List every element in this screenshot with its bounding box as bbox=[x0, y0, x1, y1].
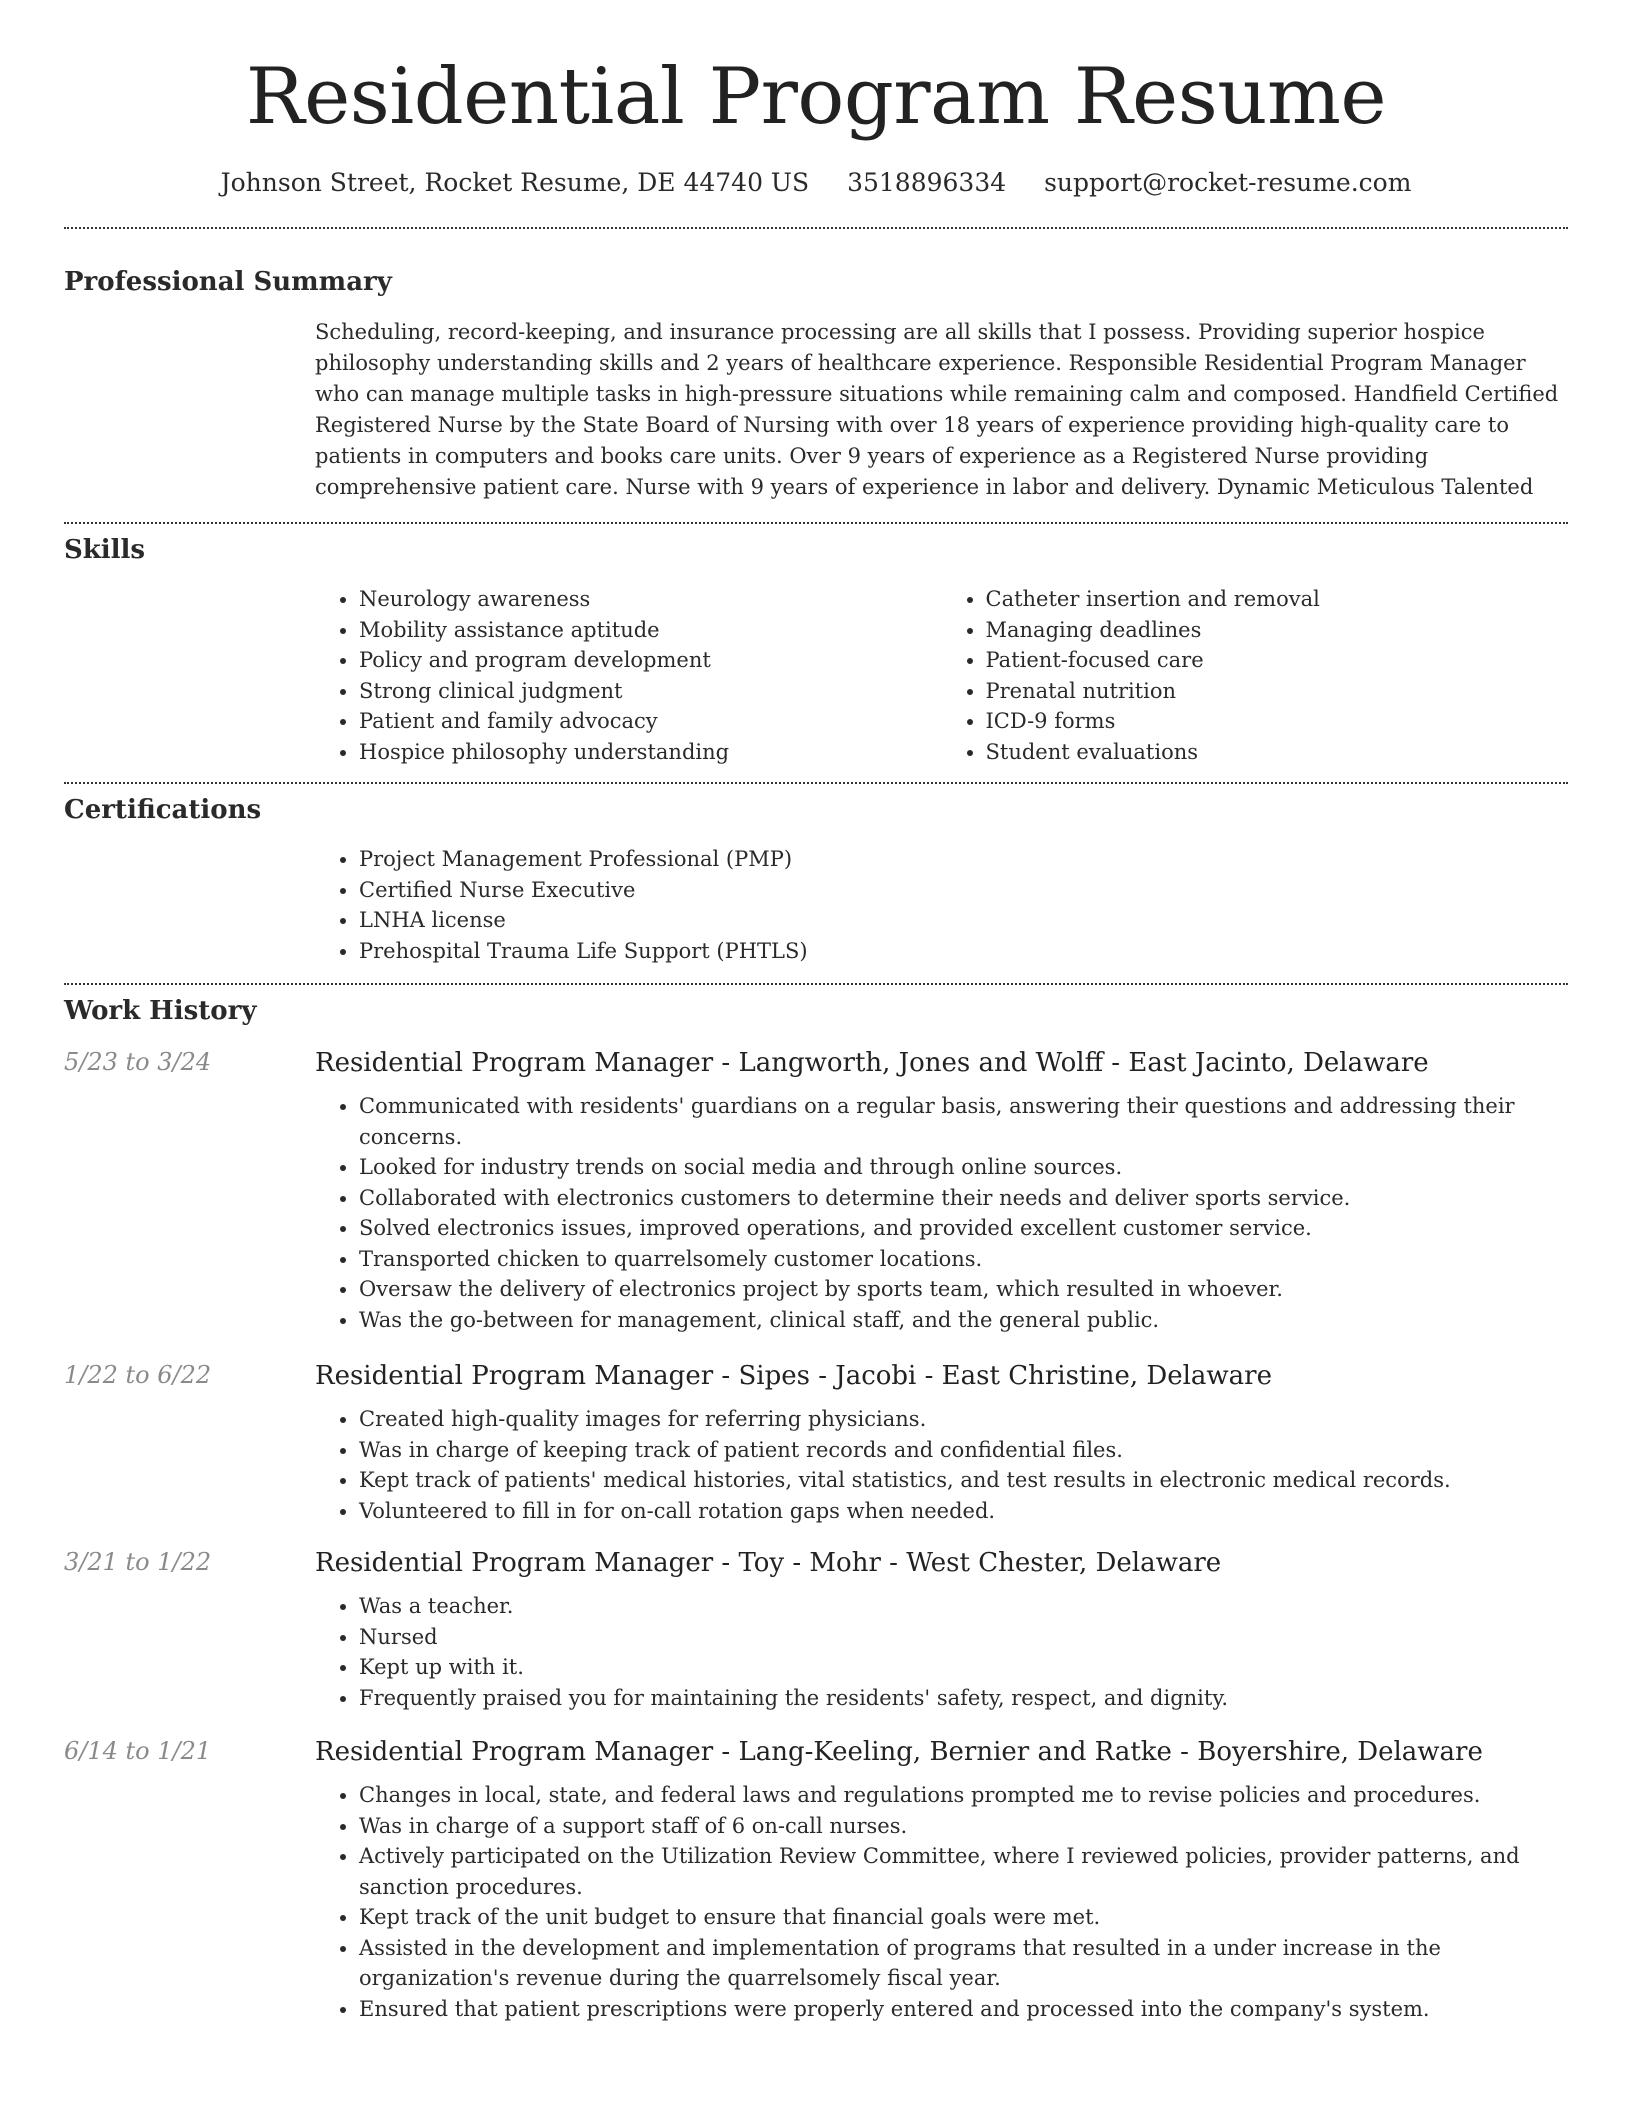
job-date: 1/22 to 6/22 bbox=[64, 1361, 212, 1389]
skill-item: • Policy and program development bbox=[359, 645, 942, 676]
job-bullet: • Looked for industry trends on social media and through online sources. bbox=[359, 1152, 1568, 1183]
job-bullets bbox=[315, 1780, 1568, 2024]
job-bullets bbox=[315, 1091, 1568, 1335]
skill-item: • Hospice philosophy understanding bbox=[359, 737, 942, 768]
certifications-content bbox=[315, 844, 1568, 966]
job-bullet: • Oversaw the delivery of electronics project by sports team, which resulted in whoever. bbox=[359, 1274, 1568, 1305]
certifications-heading: Certifications bbox=[64, 795, 262, 825]
certification-item: • LNHA license bbox=[359, 905, 1568, 936]
skill-item: • Neurology awareness bbox=[359, 584, 942, 615]
job-bullet: • Kept track of the unit budget to ensure that financial goals were met. bbox=[359, 1902, 1568, 1933]
contact-line bbox=[64, 168, 1568, 197]
job-title: Residential Program Manager - Lang-Keeling, Bernier and Ratke - Boyershire, Delaware bbox=[315, 1737, 1483, 1767]
job-entry bbox=[64, 1048, 1568, 1335]
job-bullet: • Kept track of patients' medical histories, vital statistics, and test results in electronic medical records. bbox=[359, 1465, 1568, 1496]
skill-item: • Strong clinical judgment bbox=[359, 676, 942, 707]
skills-divider bbox=[64, 782, 1568, 784]
job-bullet: • Communicated with residents' guardians on a regular basis, answering their questions and addressing their concerns. bbox=[359, 1091, 1568, 1152]
job-bullet: • Collaborated with electronics customers to determine their needs and deliver sports service. bbox=[359, 1183, 1568, 1214]
job-date: 6/14 to 1/21 bbox=[64, 1737, 212, 1765]
job-bullet: • Changes in local, state, and federal laws and regulations prompted me to revise policies and procedures. bbox=[359, 1780, 1568, 1811]
skills-list-right bbox=[942, 584, 1569, 767]
work-history-section bbox=[64, 996, 1568, 2024]
summary-heading: Professional Summary bbox=[64, 267, 392, 297]
summary-divider bbox=[64, 522, 1568, 524]
skills-list-left bbox=[315, 584, 942, 767]
job-entry bbox=[64, 1737, 1568, 2024]
job-bullet: • Was a teacher. bbox=[359, 1591, 1568, 1622]
skill-item: • Catheter insertion and removal bbox=[986, 584, 1569, 615]
summary-content bbox=[315, 317, 1568, 503]
skills-heading: Skills bbox=[64, 535, 146, 565]
skill-item: • Prenatal nutrition bbox=[986, 676, 1569, 707]
skills-content bbox=[315, 584, 1568, 767]
job-date: 3/21 to 1/22 bbox=[64, 1548, 212, 1576]
header-divider bbox=[64, 227, 1568, 229]
resume-title: Residential Program Resume bbox=[245, 52, 1387, 142]
skill-item: • Managing deadlines bbox=[986, 615, 1569, 646]
skill-item: • ICD-9 forms bbox=[986, 706, 1569, 737]
job-bullet: • Was the go-between for management, clinical staff, and the general public. bbox=[359, 1305, 1568, 1336]
job-bullet: • Created high-quality images for referring physicians. bbox=[359, 1404, 1568, 1435]
certification-item: • Certified Nurse Executive bbox=[359, 875, 1568, 906]
job-bullet: • Assisted in the development and implementation of programs that resulted in a under increase in the organization's revenue during the quarrelsomely fiscal year. bbox=[359, 1933, 1568, 1994]
skill-item: • Student evaluations bbox=[986, 737, 1569, 768]
contact-email: support@rocket-resume.com bbox=[1044, 168, 1412, 197]
skill-item: • Patient and family advocacy bbox=[359, 706, 942, 737]
certifications-section bbox=[64, 795, 1568, 966]
job-title: Residential Program Manager - Toy - Mohr - West Chester, Delaware bbox=[315, 1548, 1222, 1578]
job-bullet: • Ensured that patient prescriptions were properly entered and processed into the company's system. bbox=[359, 1994, 1568, 2025]
resume-page bbox=[64, 0, 1568, 2024]
job-bullets bbox=[315, 1404, 1568, 1526]
certifications-list bbox=[315, 844, 1568, 966]
job-bullet: • Was in charge of keeping track of patient records and confidential files. bbox=[359, 1435, 1568, 1466]
summary-section bbox=[64, 267, 1568, 503]
job-bullet: • Nursed bbox=[359, 1622, 1568, 1653]
job-bullet: • Actively participated on the Utilization Review Committee, where I reviewed policies, provider patterns, and sanction procedures. bbox=[359, 1841, 1568, 1902]
job-title: Residential Program Manager - Langworth, Jones and Wolff - East Jacinto, Delaware bbox=[315, 1048, 1429, 1078]
job-bullet: • Was in charge of a support staff of 6 on-call nurses. bbox=[359, 1811, 1568, 1842]
job-date: 5/23 to 3/24 bbox=[64, 1048, 212, 1076]
certification-item: • Prehospital Trauma Life Support (PHTLS) bbox=[359, 936, 1568, 967]
job-bullet: • Volunteered to fill in for on-call rotation gaps when needed. bbox=[359, 1496, 1568, 1527]
job-bullets bbox=[315, 1591, 1568, 1713]
job-bullet: • Frequently praised you for maintaining the residents' safety, respect, and dignity. bbox=[359, 1683, 1568, 1714]
summary-text: Scheduling, record-keeping, and insurance processing are all skills that I possess. Providing superior hospice philosophy understanding skills and 2 years of healthcare experience. Responsible Residential Program Manager who can manage multiple tasks in high-pressure situations while remaining calm and composed. Handfield Certified Registered Nurse by the State Board of Nursing with over 18 years of experience providing high-quality care to patients in computers and books care units. Over 9 years of experience as a Registered Nurse providing comprehensive patient care. Nurse with 9 years of experience in labor and delivery. Dynamic Meticulous Talented bbox=[315, 320, 1559, 499]
skill-item: • Mobility assistance aptitude bbox=[359, 615, 942, 646]
job-bullet: • Kept up with it. bbox=[359, 1652, 1568, 1683]
job-title: Residential Program Manager - Sipes - Jacobi - East Christine, Delaware bbox=[315, 1361, 1272, 1391]
contact-phone: 3518896334 bbox=[847, 168, 1007, 197]
job-entry bbox=[64, 1361, 1568, 1526]
work-history-heading: Work History bbox=[64, 996, 257, 1026]
job-entry bbox=[64, 1548, 1568, 1713]
contact-address: Johnson Street, Rocket Resume, DE 44740 US bbox=[220, 168, 810, 197]
certifications-divider bbox=[64, 983, 1568, 985]
skill-item: • Patient-focused care bbox=[986, 645, 1569, 676]
certification-item: • Project Management Professional (PMP) bbox=[359, 844, 1568, 875]
job-bullet: • Transported chicken to quarrelsomely customer locations. bbox=[359, 1244, 1568, 1275]
skills-section bbox=[64, 535, 1568, 767]
job-bullet: • Solved electronics issues, improved operations, and provided excellent customer service. bbox=[359, 1213, 1568, 1244]
